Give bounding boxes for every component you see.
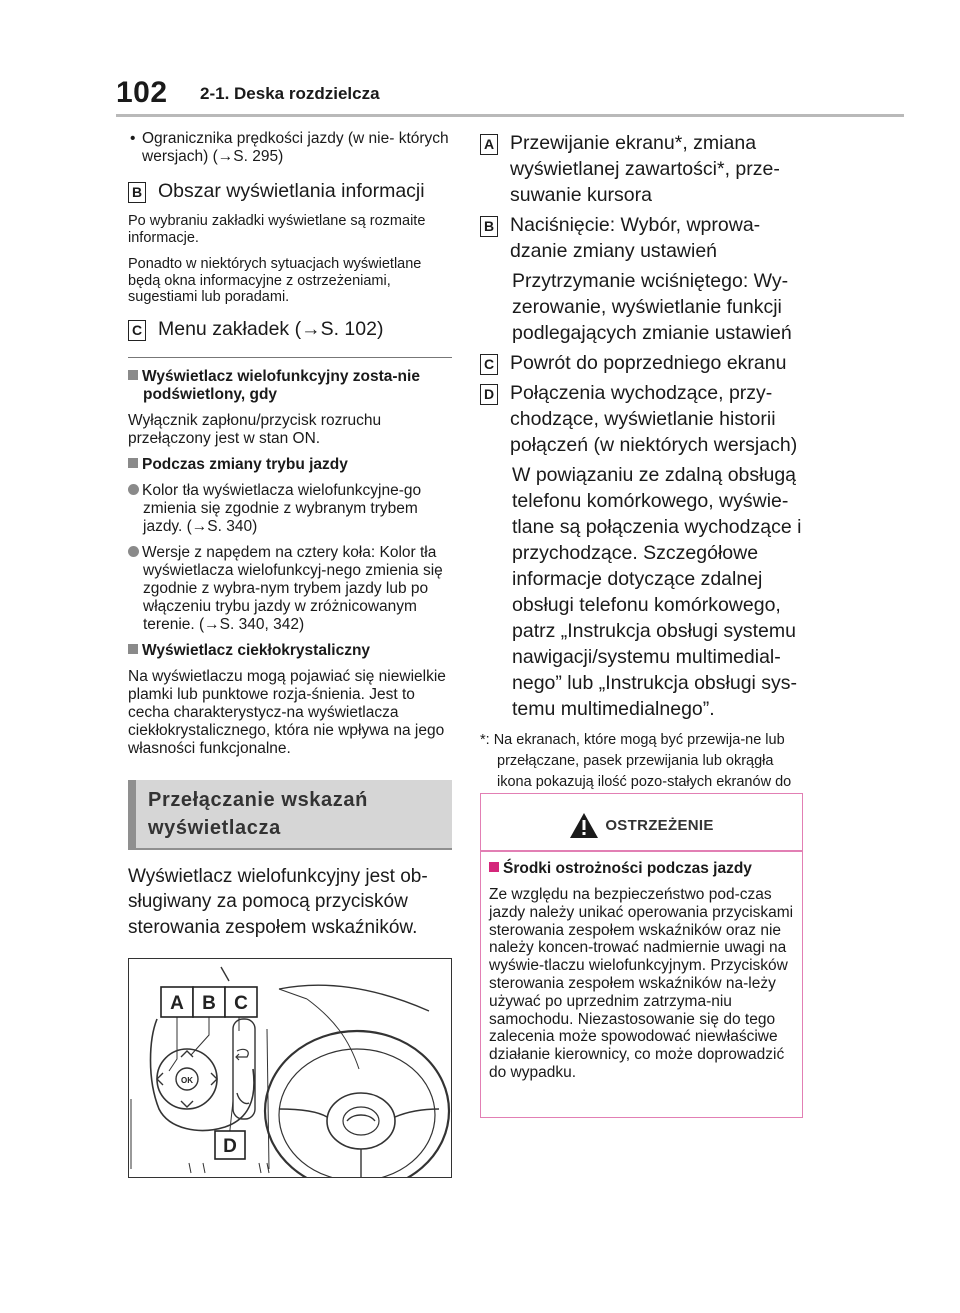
ok-label: OK bbox=[181, 1076, 193, 1085]
circle-item-1: Kolor tła wyświetlacza wielofunkcyjne-go zmienia się zgodnie z wybranym trybem jazdy. (→S. 340) bbox=[128, 482, 452, 536]
subheading-lcd: Wyświetlacz ciekłokrystaliczny bbox=[128, 642, 452, 660]
warning-title: OSTRZEŻENIE bbox=[605, 816, 714, 834]
bullet-item bbox=[128, 130, 452, 166]
square-bullet-pink bbox=[489, 862, 499, 872]
item-c-heading bbox=[128, 316, 452, 343]
label-box-b-right: B bbox=[480, 216, 498, 237]
diagram-label-b: B bbox=[202, 993, 216, 1014]
label-box-c-right: C bbox=[480, 354, 498, 375]
para-ignition: Wyłącznik zapłonu/przycisk rozruchu przełączony jest w stan ON. bbox=[128, 411, 382, 447]
square-bullet bbox=[128, 644, 138, 654]
page-number: 102 bbox=[116, 76, 168, 109]
label-box-c: C bbox=[128, 320, 146, 341]
label-box-d: D bbox=[480, 384, 498, 405]
footnote: *: Na ekranach, które mogą być przewija-ne lub przełączane, pasek przewijania lub okrągła ikona pokazują ilość pozo-stałych ekranów do bbox=[480, 732, 792, 790]
bullet-text: Ogranicznika prędkości jazdy (w nie- których wersjach) (→S. 295) bbox=[142, 130, 449, 165]
square-bullet bbox=[128, 370, 138, 380]
control-a-item bbox=[480, 130, 802, 208]
circle-bullet bbox=[128, 484, 139, 495]
subheading-illumination: Wyświetlacz wielofunkcyjny zosta-nie podświetlony, gdy bbox=[128, 368, 452, 404]
control-d-subtext: W powiązaniu ze zdalną obsługą telefonu komórkowego, wyświe-tlane są połączenia wychodzące i przychodzące. Szczegółowe informacje dotyczące zdalnej obsługi telefonu komórkowego, patrz „Instrukcja obsługi systemu nawigacji/systemu multimedial-nego” lub „Instrukcja obsługi sys-temu multimedialnego”. bbox=[512, 464, 802, 720]
bullet-dot: • bbox=[130, 130, 136, 147]
control-a-text: Przewijanie ekranu*, zmiana wyświetlanej zawartości*, prze-suwanie kursora bbox=[510, 132, 780, 206]
item-c-title: Menu zakładek (→S. 102) bbox=[158, 317, 384, 340]
steering-wheel-illustration bbox=[129, 959, 452, 1178]
item-b-heading bbox=[128, 178, 452, 205]
intro-para: Wyświetlacz wielofunkcyjny jest ob-sługiwany za pomocą przycisków sterowania zespołem wskaźników. bbox=[128, 865, 428, 938]
para-lcd: Na wyświetlaczu mogą pojawiać się niewielkie plamki lub punktowe rozja-śnienia. Jest to cecha charakterystycz-na wyświetlacza ciekłokrystalicznego, która nie wpływa na jego własności funkcjonalne. bbox=[128, 667, 446, 757]
header-rule bbox=[116, 114, 904, 117]
warning-header bbox=[489, 804, 794, 846]
diagram-label-d: D bbox=[223, 1136, 237, 1157]
square-bullet bbox=[128, 458, 138, 468]
control-b-item bbox=[480, 212, 802, 264]
control-c-text: Powrót do poprzedniego ekranu bbox=[510, 352, 787, 374]
item-b-title: Obszar wyświetlania informacji bbox=[158, 180, 425, 202]
control-b-text: Naciśnięcie: Wybór, wprowa-dzanie zmiany ustawień bbox=[510, 214, 761, 262]
control-d-text: Połączenia wychodzące, przy-chodzące, wyświetlanie historii połączeń (w niektórych wersjach) bbox=[510, 382, 798, 456]
page-header bbox=[116, 76, 904, 120]
info-para-1: Po wybraniu zakładki wyświetlane są rozmaite informacje. bbox=[128, 213, 426, 246]
diagram-label-a: A bbox=[170, 993, 184, 1014]
section-heading-switching: Przełączanie wskazań wyświetlacza bbox=[128, 780, 452, 850]
warning-triangle-icon bbox=[569, 812, 599, 839]
warning-subheading: Środki ostrożności podczas jazdy bbox=[489, 860, 794, 878]
section-title: 2-1. Deska rozdzielcza bbox=[200, 84, 380, 103]
warning-box bbox=[480, 793, 803, 1118]
steering-wheel-diagram bbox=[128, 958, 452, 1178]
circle-item-2: Wersje z napędem na cztery koła: Kolor tła wyświetlacza wielofunkcyj-nego zmienia się zgodnie z wybra-nym trybem jazdy lub po włączeniu trybu jazdy w zróżnicowanym terenie. (→S. 340, 342) bbox=[128, 544, 452, 634]
diagram-label-c: C bbox=[234, 993, 248, 1014]
circle-bullet bbox=[128, 546, 139, 557]
control-c-item bbox=[480, 350, 802, 376]
control-b-subtext: Przytrzymanie wciśniętego: Wy-zerowanie, wyświetlanie funkcji podlegających zmianie ustawień bbox=[512, 270, 792, 344]
info-para-2: Ponadto w niektórych sytuacjach wyświetlane będą okna informacyjne z ostrzeżeniami, sugestiami lub poradami. bbox=[128, 256, 422, 305]
subheading-drive-mode: Podczas zmiany trybu jazdy bbox=[128, 456, 452, 474]
right-column bbox=[480, 130, 802, 814]
control-d-item bbox=[480, 380, 802, 458]
label-box-a: A bbox=[480, 134, 498, 155]
label-box-b: B bbox=[128, 182, 146, 203]
warning-divider bbox=[481, 850, 802, 852]
section-divider bbox=[128, 357, 452, 358]
warning-text: Ze względu na bezpieczeństwo pod-czas jazdy należy unikać operowania przyciskami sterowania zespołem wskaźników oraz nie należy koncen-trować nadmiernie uwagi na wyświe-tlaczu wielofunkcyjnym. Przycisków sterowania zespołem wskaźników na-leży używać po uprzednim zatrzyma-niu samochodu. Niezastosowanie się do tego zalecenia może spowodować niewłaściwe działanie kierownicy, co może doprowadzić do wypadku. bbox=[489, 886, 794, 1081]
left-column bbox=[128, 130, 452, 1178]
